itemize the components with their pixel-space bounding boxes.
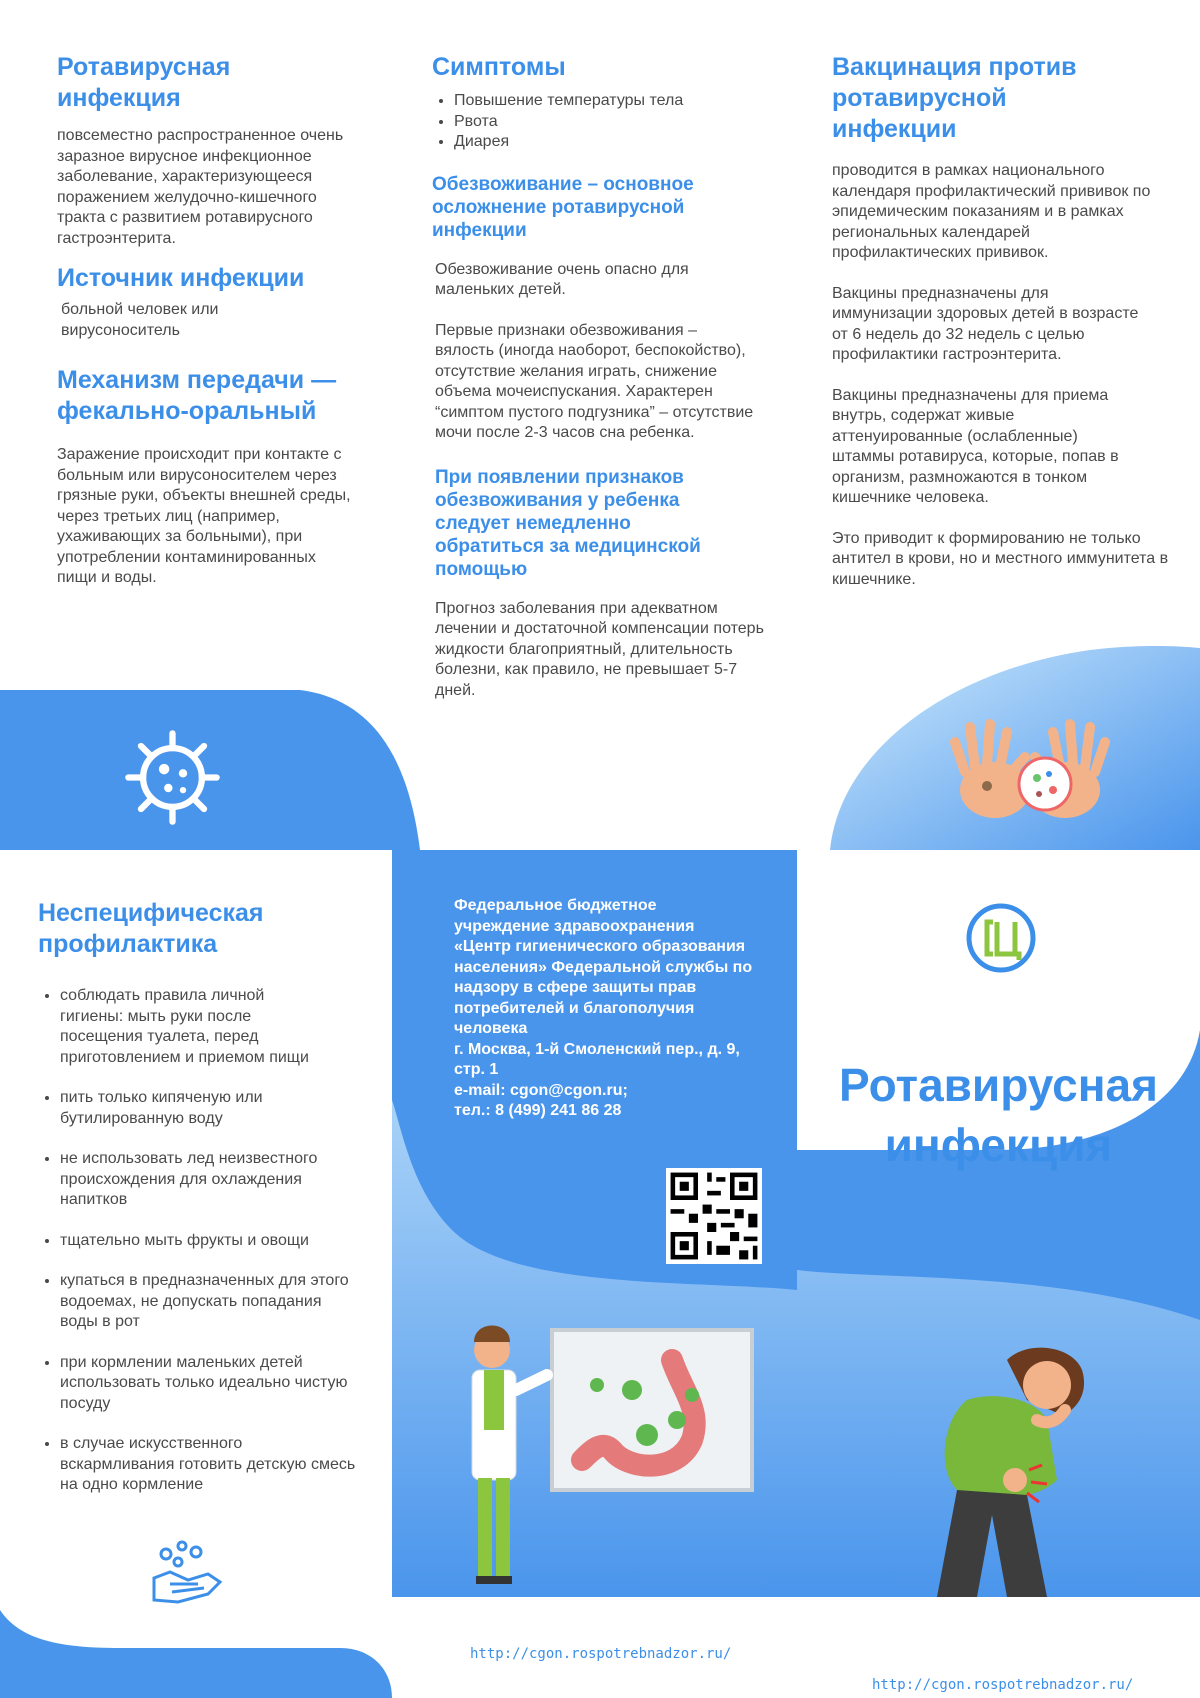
- source-text: больной человек или вирусоноситель: [61, 301, 219, 339]
- source-title: Источник инфекции: [57, 264, 305, 292]
- vaccination-title: Вакцинация против ротавирусной инфекции: [832, 53, 1077, 143]
- cover-title: Ротавирусная инфекция: [839, 1059, 1158, 1171]
- list-item: • Диарея: [454, 132, 762, 153]
- org-address: г. Москва, 1-й Смоленский пер., д. 9, стр. 1: [454, 1040, 740, 1078]
- symptoms-list: [432, 91, 762, 153]
- footer-url-right[interactable]: http://cgon.rospotrebnadzor.ru/: [872, 1677, 1134, 1693]
- main-title-left: Ротавирусная инфекция: [57, 53, 231, 112]
- prognosis-text: Прогноз заболевания при адекватном лечении и достаточной компенсации потерь жидкости благоприятный, длительность болезни, как правило, не превышает 5-7 дней.: [435, 599, 764, 699]
- list-item: • не использовать лед неизвестного происхождения для охлаждения напитков: [60, 1149, 370, 1211]
- vaccination-text-4: Это приводит к формированию не только антител в крови, но и местного иммунитета в кишечнике.: [832, 529, 1169, 588]
- vaccination-text-3: Вакцины предназначены для приема внутрь, содержат живые аттенуированные (ослабленные) штаммы ротавируса, которые, попав в организм, размножаются в тонком кишечнике человека.: [832, 386, 1119, 506]
- dehydration-text-2: Первые признаки обезвоживания – вялость (иногда наоборот, беспокойство), отсутствие желания играть, снижение объема мочеиспускания. Характерен “симптом пустого подгузника” – отсутствие мочи после 2-3 часов сна ребенка.: [435, 321, 754, 441]
- footer-url-middle[interactable]: http://cgon.rospotrebnadzor.ru/: [470, 1646, 732, 1662]
- sick-woman-illustration: [897, 1330, 1157, 1597]
- symptoms-title: Симптомы: [432, 53, 566, 81]
- alert-title: При появлении признаков обезвоживания у ребенка следует немедленно обратиться за медицинской помощью: [435, 466, 701, 580]
- contact-panel: [392, 850, 797, 1597]
- vaccination-text-2: Вакцины предназначены для иммунизации здоровых детей в возрасте от 6 недель до 32 недель с целью профилактики гастроэнтерита.: [832, 284, 1139, 363]
- list-item: • Повышение температуры тела: [454, 91, 762, 112]
- hands-icon: [945, 712, 1115, 822]
- bottom-left-wave: [0, 1610, 392, 1698]
- virus-icon: [120, 725, 225, 830]
- prevention-title: Неспецифическая профилактика: [38, 899, 264, 958]
- list-item: • в случае искусственного вскармливания готовить детскую смесь на одно кормление: [60, 1434, 360, 1496]
- list-item: • при кормлении маленьких детей использовать только идеально чистую посуду: [60, 1353, 360, 1415]
- list-item: • пить только кипяченую или бутилированную воду: [60, 1088, 310, 1129]
- list-item: • купаться в предназначенных для этого водоемах, не допускать попадания воды в рот: [60, 1271, 360, 1333]
- org-phone: тел.: 8 (499) 241 86 28: [454, 1102, 622, 1119]
- qr-code-icon[interactable]: [666, 1168, 762, 1264]
- org-name: Федеральное бюджетное учреждение здравоохранения «Центр гигиенического образования населения» Федеральной службы по надзору в сфере защиты прав потребителей и благополучия человека: [454, 897, 753, 1037]
- disease-description: повсеместно распространенное очень заразное вирусное инфекционное заболевание, характеризующееся поражением желудочно-кишечного тракта с развитием ротавирусного гастроэнтерита.: [57, 127, 344, 247]
- vaccination-text-1: проводится в рамках национального календаря профилактический прививок по эпидемическим показаниям и в рамках региональных календарей профилактических прививок.: [832, 162, 1151, 261]
- prevention-list: [38, 986, 378, 1496]
- dehydration-title: Обезвоживание – основное осложнение ротавирусной инфекции: [432, 173, 694, 241]
- list-item: • соблюдать правила личной гигиены: мыть руки после посещения туалета, перед приготовлением и приемом пищи: [60, 986, 310, 1068]
- doctor-illustration: [432, 1300, 772, 1590]
- mechanism-title: Механизм передачи — фекально-оральный: [57, 366, 337, 425]
- list-item: • тщательно мыть фрукты и овощи: [60, 1231, 370, 1252]
- cgon-logo: [965, 902, 1037, 974]
- dehydration-text-1: Обезвоживание очень опасно для маленьких детей.: [435, 260, 689, 298]
- mechanism-text: Заражение происходит при контакте с больным или вирусоносителем через грязные руки, объекты внешней среды, через третьих лиц (например, ухаживающих за больными), при употреблении контаминированных пищи и воды.: [57, 446, 351, 586]
- org-email[interactable]: e-mail: cgon@cgon.ru;: [454, 1081, 628, 1099]
- list-item: • Рвота: [454, 112, 762, 133]
- cover-panel: [797, 850, 1200, 1597]
- handwash-icon: [148, 1540, 228, 1610]
